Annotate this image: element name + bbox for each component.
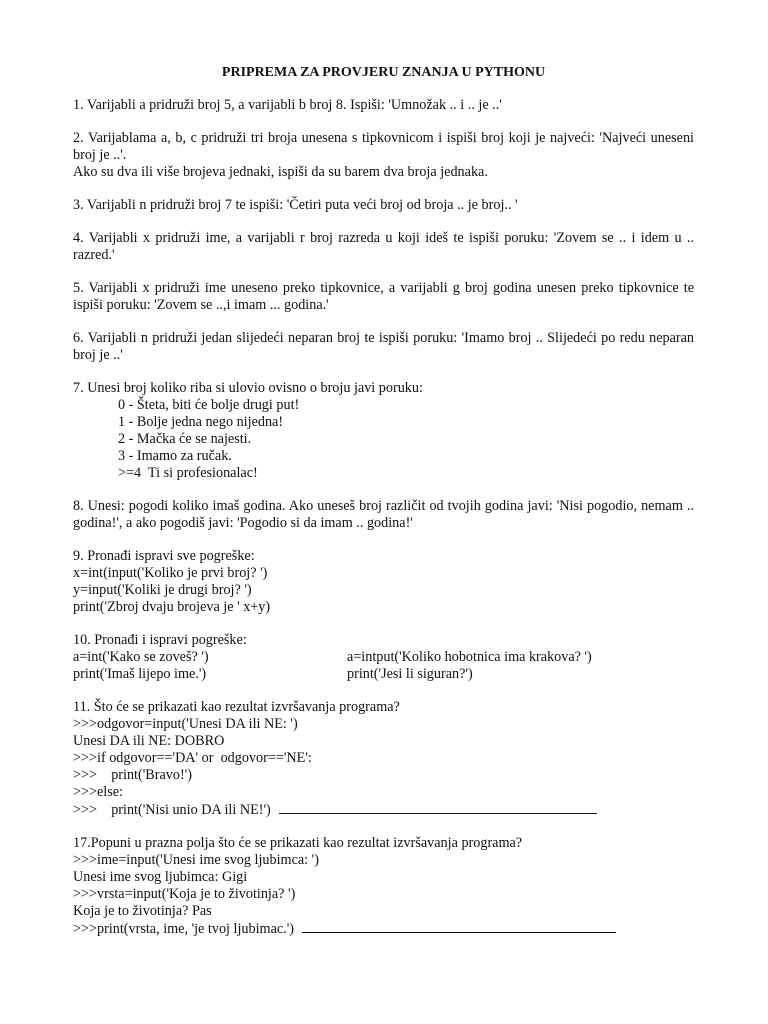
- question-4: [73, 230, 694, 264]
- code-line-text: >>> print('Nisi unio DA ili NE!'): [73, 802, 271, 818]
- question-8-text: 8. Unesi: pogodi koliko imaš godina. Ako uneseš broj različit od tvojih godina javi: 'Nisi pogodio, nemam .. godina!', a ako pogodiš javi: 'Pogodio si da imam .. godina!': [73, 498, 694, 531]
- code-line: >>> print('Bravo!'): [73, 767, 192, 783]
- code-line: Koja je to životinja? Pas: [73, 903, 212, 919]
- question-1-text: 1. Varijabli a pridruži broj 5, a varijabli b broj 8. Ispiši: 'Umnožak .. i .. je ..': [73, 97, 502, 113]
- code-line: >>>if odgovor=='DA' or odgovor=='NE':: [73, 750, 312, 766]
- code-line: [73, 801, 694, 819]
- question-11-text: 11. Što će se prikazati kao rezultat izvršavanja programa?: [73, 699, 400, 715]
- question-8: [73, 498, 694, 532]
- code-line: print('Jesi li siguran?'): [347, 666, 473, 682]
- answer-blank[interactable]: [279, 801, 597, 814]
- question-7: [73, 380, 694, 482]
- code-line: >>>vrsta=input('Koja je to životinja? '): [73, 886, 296, 902]
- code-line: Unesi ime svog ljubimca: Gigi: [73, 869, 248, 885]
- question-3: [73, 197, 694, 214]
- question-2: [73, 130, 694, 181]
- question-9-text: 9. Pronađi ispravi sve pogreške:: [73, 548, 255, 564]
- code-row: [73, 649, 694, 666]
- question-5-text: 5. Varijabli x pridruži ime uneseno preko tipkovnice, a varijabli g broj godina unesen preko tipkovnice te ispiši poruku: 'Zovem se ..,i imam ... godina.': [73, 280, 694, 313]
- code-line: a=intput('Koliko hobotnica ima krakova? '): [347, 649, 592, 665]
- question-10-text: 10. Pronađi i ispravi pogreške:: [73, 632, 247, 648]
- question-17: [73, 835, 694, 938]
- code-line: >>>odgovor=input('Unesi DA ili NE: '): [73, 716, 298, 732]
- question-5: [73, 280, 694, 314]
- question-11: [73, 699, 694, 819]
- code-line: print('Imaš lijepo ime.'): [73, 666, 207, 682]
- question-7-option: >=4 Ti si profesionalac!: [118, 465, 258, 481]
- question-7-text: 7. Unesi broj koliko riba si ulovio ovisno o broju javi poruku:: [73, 380, 423, 396]
- question-3-text: 3. Varijabli n pridruži broj 7 te ispiši: 'Četiri puta veći broj od broja .. je broj.. ': [73, 197, 518, 213]
- question-6: [73, 330, 694, 364]
- code-line: >>>ime=input('Unesi ime svog ljubimca: '): [73, 852, 319, 868]
- question-1: [73, 97, 694, 114]
- worksheet-page: [73, 64, 694, 954]
- code-line: print('Zbroj dvaju brojeva je ' x+y): [73, 599, 271, 615]
- code-line: y=input('Koliki je drugi broj? '): [73, 582, 252, 598]
- answer-blank[interactable]: [302, 920, 616, 933]
- question-2-note: Ako su dva ili više brojeva jednaki, ispiši da su barem dva broja jednaka.: [73, 164, 488, 180]
- code-line-text: >>>print(vrsta, ime, 'je tvoj ljubimac.'): [73, 921, 294, 937]
- question-4-text: 4. Varijabli x pridruži ime, a varijabli r broj razreda u koji ideš te ispiši poruku: 'Zovem se .. i idem u .. razred.': [73, 230, 694, 263]
- question-2-text: 2. Varijablama a, b, c pridruži tri broja unesena s tipkovnicom i ispiši broj koji je najveći: 'Najveći uneseni broj je ..'.: [73, 130, 694, 163]
- code-line: >>>else:: [73, 784, 124, 800]
- question-7-option: 1 - Bolje jedna nego nijedna!: [118, 414, 284, 430]
- question-17-text: 17.Popuni u prazna polja što će se prikazati kao rezultat izvršavanja programa?: [73, 835, 523, 851]
- question-10: [73, 632, 694, 683]
- code-row: [73, 666, 694, 683]
- code-line: a=int('Kako se zoveš? '): [73, 649, 209, 665]
- question-7-option: 0 - Šteta, biti će bolje drugi put!: [118, 397, 300, 413]
- code-line: x=int(input('Koliko je prvi broj? '): [73, 565, 268, 581]
- code-line: Unesi DA ili NE: DOBRO: [73, 733, 225, 749]
- question-7-option: 2 - Mačka će se najesti.: [118, 431, 252, 447]
- worksheet-title: PRIPREMA ZA PROVJERU ZNANJA U PYTHONU: [221, 65, 546, 80]
- code-line: [73, 920, 694, 938]
- question-9: [73, 548, 694, 616]
- question-6-text: 6. Varijabli n pridruži jedan slijedeći neparan broj te ispiši poruku: 'Imamo broj .. Slijedeći po redu neparan broj je ..': [73, 330, 694, 363]
- question-7-option: 3 - Imamo za ručak.: [118, 448, 232, 464]
